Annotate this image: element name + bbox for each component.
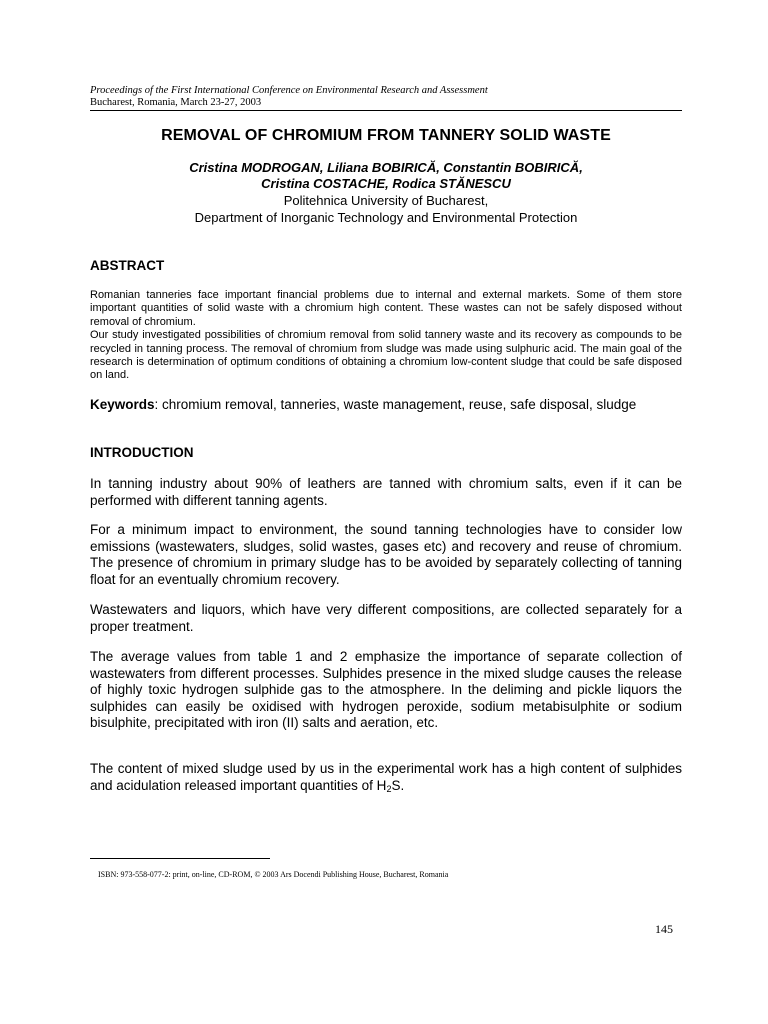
intro-paragraph-3: Wastewaters and liquors, which have very different compositions, are collected separately for a proper treatment.: [90, 602, 682, 634]
keywords: [90, 397, 682, 414]
intro-paragraph-5: [90, 761, 682, 797]
intro-paragraph-5-text: The content of mixed sludge used by us in the experimental work has a high content of sulphides and acidulation released important quantities of H: [90, 761, 682, 793]
intro-paragraph-1: In tanning industry about 90% of leathers are tanned with chromium salts, even if it can be performed with different tanning agents.: [90, 476, 682, 508]
authors-line-1: Cristina MODROGAN, Liliana BOBIRICĂ, Constantin BOBIRICĂ,: [189, 160, 583, 175]
affiliation: [90, 192, 682, 226]
affiliation-line-1: Politehnica University of Bucharest,: [283, 193, 489, 208]
affiliation-line-2: Department of Inorganic Technology and Environmental Protection: [194, 210, 578, 225]
abstract-body: [90, 289, 682, 383]
header-divider: [90, 110, 682, 111]
paper-title: REMOVAL OF CHROMIUM FROM TANNERY SOLID WASTE: [161, 127, 611, 144]
page-number: 145: [655, 922, 673, 936]
h2s-subscript: 2: [386, 783, 392, 794]
conference-location-date: Bucharest, Romania, March 23-27, 2003: [90, 97, 262, 108]
footnote-divider: [90, 858, 270, 859]
authors-line-2: Cristina COSTACHE, Rodica STĂNESCU: [261, 176, 511, 191]
abstract-paragraph-1: Romanian tanneries face important financial problems due to internal and external markets. Some of them store important quantities of solid waste with a chromium high content. These wastes can not be safely disposed without removal of chromium.: [90, 289, 682, 328]
author-list: [90, 160, 682, 192]
conference-name: Proceedings of the First International Conference on Environmental Research and Assessment: [90, 85, 488, 96]
intro-paragraph-2: For a minimum impact to environment, the sound tanning technologies have to consider low emissions (wastewaters, sludges, solid wastes, gases etc) and recovery and reuse of chromium. The presence of chromium in primary sludge has to be avoided by separately collecting of tanning float for an eventually chromium recovery.: [90, 522, 682, 587]
keywords-label: Keywords: [90, 397, 155, 412]
footnote-isbn: ISBN: 973-558-077-2: print, on-line, CD-ROM, © 2003 Ars Docendi Publishing House, Bucharest, Romania: [98, 870, 449, 879]
intro-paragraph-4: The average values from table 1 and 2 emphasize the importance of separate collection of wastewaters from different processes. Sulphides presence in the mixed sludge causes the release of highly toxic hydrogen sulphide gas to the atmosphere. In the deliming and pickle liquors the sulphides can easily be oxidised with hydrogen peroxide, sodium metabisulphite or sodium bisulphite, precipitated with iron (II) salts and aeration, etc.: [90, 649, 682, 730]
keywords-list: : chromium removal, tanneries, waste management, reuse, safe disposal, sludge: [154, 397, 637, 412]
abstract-paragraph-2: Our study investigated possibilities of chromium removal from solid tannery waste and its recovery as compounds to be recycled in tanning process. The removal of chromium from sludge was made using sulphuric acid. The main goal of the research is determination of optimum conditions of obtaining a chromium low-content sludge that could be safe disposed on land.: [90, 329, 682, 382]
intro-paragraph-5-end: S.: [391, 777, 405, 793]
introduction-heading: INTRODUCTION: [90, 445, 194, 460]
abstract-heading: ABSTRACT: [90, 258, 165, 273]
